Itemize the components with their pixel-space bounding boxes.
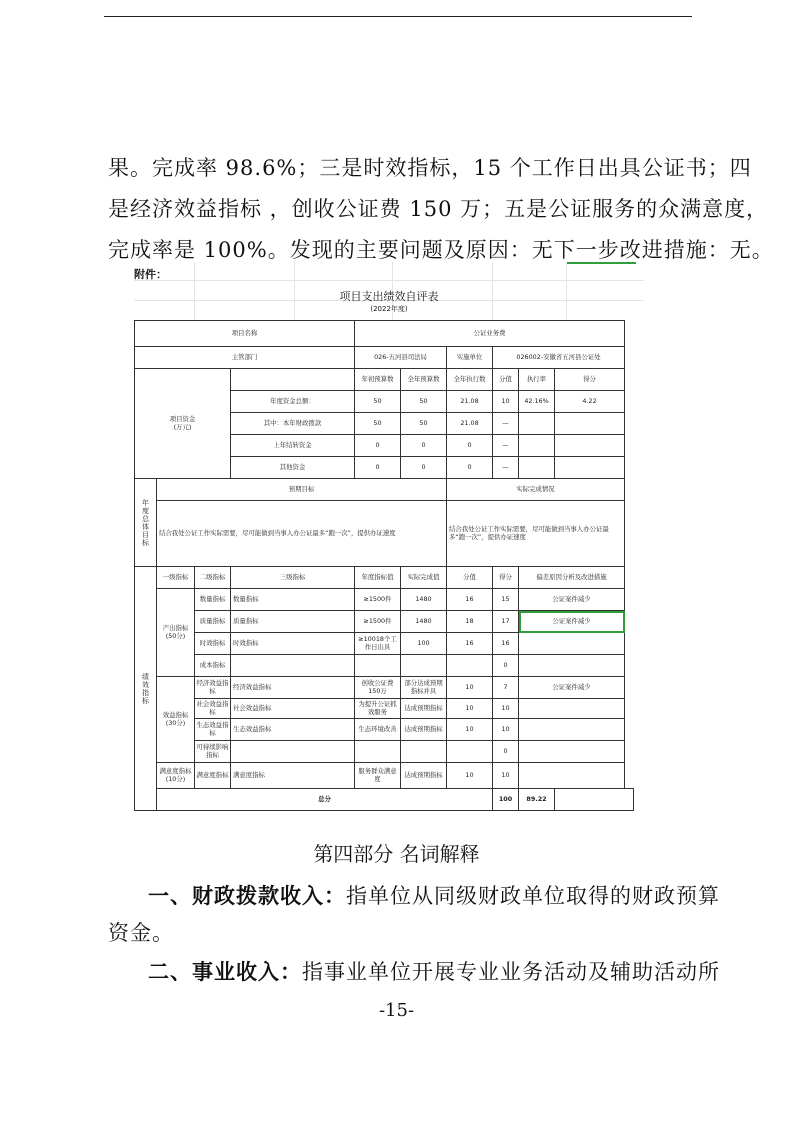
definition-2-text: 指事业单位开展专业业务活动及辅助活动所 (302, 960, 720, 984)
funds-cell (519, 413, 555, 435)
indicator-cell: 经济效益指标 (231, 677, 355, 699)
indicator-cell: 可持续影响指标 (195, 741, 231, 763)
indicators-label: 绩效指标 (135, 567, 157, 811)
indicator-cell: ≥1500件 (355, 589, 401, 611)
funds-cell (555, 457, 625, 479)
funds-header: 执行率 (519, 369, 555, 391)
indicator-cell: ≥1500件 (355, 611, 401, 633)
funds-header: 得分 (555, 369, 625, 391)
indicator-cell: 数量指标 (231, 589, 355, 611)
indicator-cell: 16 (447, 633, 493, 655)
impl-label: 实施单位 (447, 347, 493, 369)
indicator-cell: 达成预期指标 (401, 719, 447, 741)
funds-cell: 0 (401, 435, 447, 457)
indicator-cell: 社会效益指标 (195, 699, 231, 719)
funds-cell: — (493, 435, 519, 457)
impl-value: 026002-安徽省五河县公证处 (493, 347, 625, 369)
indicator-cell (519, 719, 625, 741)
total-label: 总分 (157, 789, 493, 811)
indicator-cell: 服务群众满意度 (355, 763, 401, 789)
indicator-cell: 18 (447, 611, 493, 633)
indicator-cell (519, 633, 625, 655)
indicator-cell: 1480 (401, 589, 447, 611)
indicator-cell: 100 (401, 633, 447, 655)
funds-cell: 21.08 (447, 413, 493, 435)
project-name-value: 公证业务费 (355, 321, 625, 347)
definition-1 (148, 880, 736, 910)
indicator-header: 二级指标 (195, 567, 231, 589)
funds-cell: 50 (355, 391, 401, 413)
selected-cell: 公证案件减少 (519, 611, 625, 633)
page-number: -15- (378, 1000, 415, 1021)
indicator-cell: 17 (493, 611, 519, 633)
indicator-cell: 10 (493, 763, 519, 789)
indicator-cell: 10 (493, 719, 519, 741)
table-title: 项目支出绩效自评表 (339, 290, 439, 303)
performance-table (134, 320, 634, 811)
dept-label: 主管部门 (135, 347, 355, 369)
expected-goal-header: 预期目标 (157, 479, 447, 501)
indicator-cell: 10 (447, 677, 493, 699)
indicator-cell: 为提升公证抓效服务 (355, 699, 401, 719)
actual-result-text: 结合我处公证工作实际需要，尽可能做到当事人办公证最多“跑一次”，提供办证速度 (447, 501, 625, 567)
funds-cell (519, 457, 555, 479)
definition-1-continued: 资金。 (108, 921, 174, 945)
indicator-cell (401, 741, 447, 763)
indicator-header: 偏差原因分析及改进措施 (519, 567, 625, 589)
indicator-cell (519, 741, 625, 763)
funds-cell: 0 (355, 457, 401, 479)
indicator-cell (355, 741, 401, 763)
indicator-header: 实际完成值 (401, 567, 447, 589)
header-rule (104, 16, 692, 17)
indicator-cell: 10 (447, 699, 493, 719)
indicator-cell: 0 (493, 655, 519, 677)
definition-1-term: 一、财政拨款收入： (148, 884, 346, 908)
indicator-cell: 达成预期指标 (401, 763, 447, 789)
actual-result-header: 实际完成情况 (447, 479, 625, 501)
funds-cell (519, 435, 555, 457)
satisfaction-indicator-label: 满意度指标(10分) (157, 763, 195, 789)
indicator-cell: 满意度指标 (231, 763, 355, 789)
evaluation-sheet-image (134, 262, 644, 812)
definition-2 (148, 956, 736, 986)
attachment-label: 附件： (134, 268, 167, 281)
indicator-header: 分值 (447, 567, 493, 589)
indicator-cell: 10 (447, 763, 493, 789)
intro-line-1: 果。完成率 98.6%；三是时效指标，15 个工作日出具公证书；四 (108, 156, 752, 180)
indicator-cell: 成本指标 (195, 655, 231, 677)
funds-header: 分值 (493, 369, 519, 391)
indicator-cell: 公证案件减少 (519, 677, 625, 699)
total-score: 100 (493, 789, 519, 811)
indicator-cell: 时效指标 (231, 633, 355, 655)
indicator-cell: 质量指标 (231, 611, 355, 633)
indicator-cell: 时效指标 (195, 633, 231, 655)
funds-header: 全年执行数 (447, 369, 493, 391)
indicator-cell (401, 655, 447, 677)
indicator-cell: 社会效益指标 (231, 699, 355, 719)
funds-cell: 50 (355, 413, 401, 435)
funds-cell (555, 435, 625, 457)
table-year: (2022年度) (370, 305, 408, 313)
funds-cell: 4.22 (555, 391, 625, 413)
funds-row-label: 其中：本年财政拨款 (231, 413, 355, 435)
indicator-cell: 质量指标 (195, 611, 231, 633)
indicator-cell: 部分达成预期指标并具 (401, 677, 447, 699)
indicator-cell (519, 763, 625, 789)
indicator-cell: 16 (493, 633, 519, 655)
funds-cell: 50 (401, 391, 447, 413)
benefit-indicator-label: 效益指标 (30分) (157, 677, 195, 763)
funds-cell: 21.08 (447, 391, 493, 413)
indicator-cell (519, 699, 625, 719)
funds-row-label: 上年结转资金 (231, 435, 355, 457)
funds-cell: 0 (401, 457, 447, 479)
intro-line-3: 完成率是 100%。发现的主要问题及原因：无下一步改进措施：无。 (108, 238, 774, 262)
funds-cell: 0 (447, 435, 493, 457)
funds-header: 全年预算数 (401, 369, 447, 391)
indicator-cell: 10 (447, 719, 493, 741)
funds-row-label: 其他资金 (231, 457, 355, 479)
indicator-cell: 7 (493, 677, 519, 699)
indicator-cell: 数量指标 (195, 589, 231, 611)
indicator-cell: 生态环境改善 (355, 719, 401, 741)
indicator-header: 一级指标 (157, 567, 195, 589)
indicator-cell (355, 655, 401, 677)
indicator-cell: ≥10018个工作日出具 (355, 633, 401, 655)
selection-marker (566, 262, 636, 264)
indicator-cell: 满意度指标 (195, 763, 231, 789)
funds-cell (555, 413, 625, 435)
annual-goal-label: 年度总体目标 (135, 479, 157, 567)
funds-row-label: 年度资金总额： (231, 391, 355, 413)
funds-cell: 0 (355, 435, 401, 457)
indicator-cell (231, 655, 355, 677)
expected-goal-text: 结合我处公证工作实际需要，尽可能做到当事人办公证最多“跑一次”，提供办证速度 (157, 501, 447, 567)
funds-cell: 10 (493, 391, 519, 413)
indicator-cell: 1480 (401, 611, 447, 633)
indicator-cell (447, 741, 493, 763)
funds-cell: — (493, 457, 519, 479)
indicator-cell: 生态效益指标 (195, 719, 231, 741)
funds-header: 年初预算数 (355, 369, 401, 391)
indicator-cell: 达成预期指标 (401, 699, 447, 719)
indicator-cell: 16 (447, 589, 493, 611)
project-name-label: 项目名称 (135, 321, 355, 347)
intro-line-2: 是经济效益指标 ，创收公证费 150 万；五是公证服务的众满意度， (108, 197, 769, 221)
funds-cell: — (493, 413, 519, 435)
definition-1-text: 指单位从同级财政单位取得的财政预算 (346, 884, 720, 908)
indicator-cell (447, 655, 493, 677)
indicator-cell: 生态效益指标 (231, 719, 355, 741)
funds-label: 项目资金 (万元) (135, 369, 231, 479)
indicator-cell: 公证案件减少 (519, 589, 625, 611)
funds-cell: 42.16% (519, 391, 555, 413)
dept-value: 026-五河县司法局 (355, 347, 447, 369)
indicator-header: 年度指标值 (355, 567, 401, 589)
indicator-cell: 15 (493, 589, 519, 611)
output-indicator-label: 产出指标 (50分) (157, 589, 195, 677)
indicator-header: 三级指标 (231, 567, 355, 589)
total-got: 89.22 (519, 789, 555, 811)
funds-cell: 50 (401, 413, 447, 435)
indicator-cell: 10 (493, 699, 519, 719)
section-heading: 第四部分 名词解释 (313, 842, 480, 866)
definition-2-term: 二、事业收入： (148, 960, 302, 984)
indicator-cell (519, 655, 625, 677)
indicator-cell: 创收公证费150万 (355, 677, 401, 699)
indicator-cell: 0 (493, 741, 519, 763)
indicator-cell (231, 741, 355, 763)
indicator-cell: 经济效益指标 (195, 677, 231, 699)
indicator-header: 得分 (493, 567, 519, 589)
funds-cell: 0 (447, 457, 493, 479)
